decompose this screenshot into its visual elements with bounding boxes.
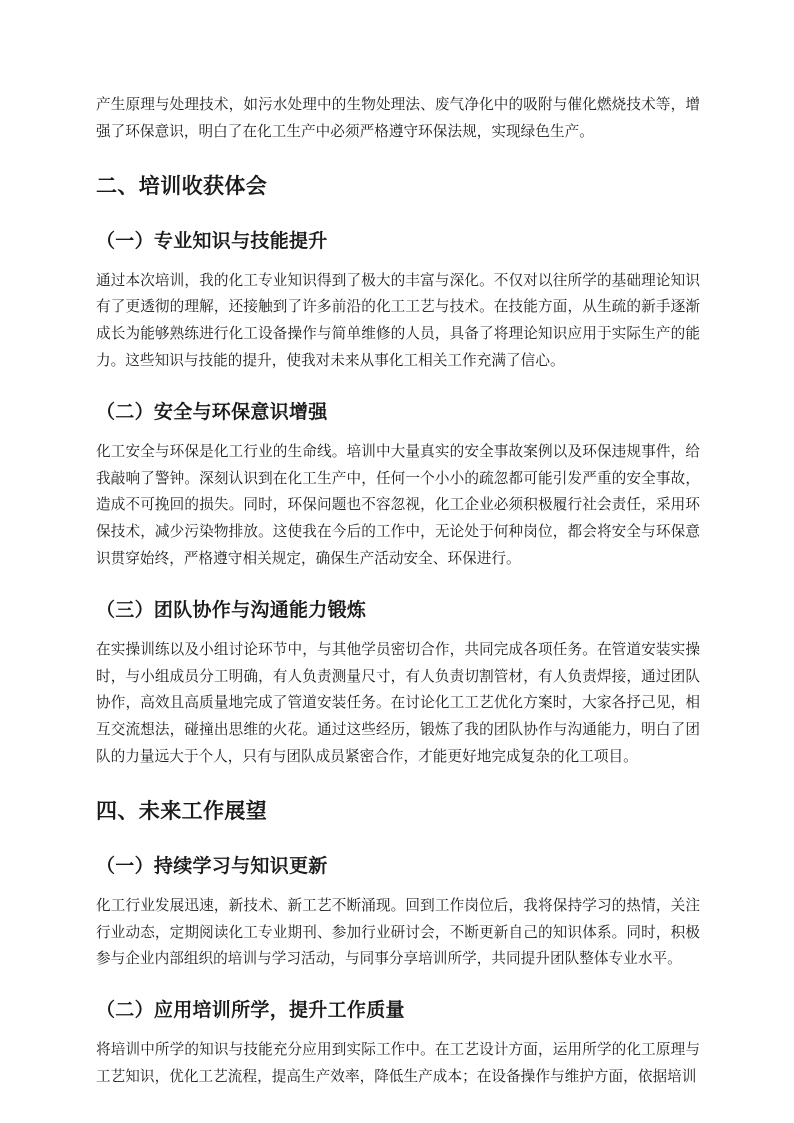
section-heading-future-outlook: 四、未来工作展望 (96, 798, 268, 823)
paragraph-continuous-learning: 化工行业发展迅速，新技术、新工艺不断涌现。回到工作岗位后，我将保持学习的热情，关注行业动态，定期阅读化工专业期刊、参加行业研讨会，不断更新自己的知识体系。同时，积极参与企业内部组织的培训与学习活动，与同事分享培训所学，共同提升团队整体专业水平。 (96, 896, 700, 968)
subsection-heading-knowledge-skills: （一）专业知识与技能提升 (96, 229, 328, 252)
paragraph-safety-environment: 化工安全与环保是化工行业的生命线。培训中大量真实的安全事故案例以及环保违规事件，给我敲响了警钟。深刻认识到在化工生产中，任何一个小小的疏忽都可能引发严重的安全事故，造成不可挽回的损失。同时，环保问题也不容忽视，化工企业必须积极履行社会责任，采用环保技术，减少污染物排放。这使我在今后的工作中，无论处于何种岗位，都会将安全与环保意识贯穿始终，严格遵守相关规定，确保生产活动安全、环保进行。 (96, 442, 700, 567)
subsection-heading-safety-environment: （二）安全与环保意识增强 (96, 400, 328, 423)
paragraph-teamwork: 在实操训练以及小组讨论环节中，与其他学员密切合作，共同完成各项任务。在管道安装实操时，与小组成员分工明确，有人负责测量尺寸，有人负责切割管材，有人负责焊接，通过团队协作，高效且高质量地完成了管道安装任务。在讨论化工工艺优化方案时，大家各抒己见，相互交流想法，碰撞出思维的火花。通过这些经历，锻炼了我的团队协作与沟通能力，明白了团队的力量远大于个人，只有与团队成员紧密合作，才能更好地完成复杂的化工项目。 (96, 640, 700, 765)
paragraph-knowledge-skills: 通过本次培训，我的化工专业知识得到了极大的丰富与深化。不仅对以往所学的基础理论知识有了更透彻的理解，还接触到了许多前沿的化工工艺与技术。在技能方面，从生疏的新手逐渐成长为能够熟练进行化工设备操作与简单维修的人员，具备了将理论知识应用于实际生产的能力。这些知识与技能的提升，使我对未来从事化工相关工作充满了信心。 (96, 271, 700, 369)
subsection-heading-apply-training: （二）应用培训所学，提升工作质量 (96, 999, 405, 1022)
intro-paragraph: 产生原理与处理技术，如污水处理中的生物处理法、废气净化中的吸附与催化燃烧技术等，增强了环保意识，明白了在化工生产中必须严格遵守环保法规，实现绿色生产。 (96, 96, 700, 140)
subsection-heading-teamwork: （三）团队协作与沟通能力锻炼 (96, 598, 367, 621)
section-heading-training-gains: 二、培训收获体会 (96, 173, 268, 198)
paragraph-apply-training: 将培训中所学的知识与技能充分应用到实际工作中。在工艺设计方面，运用所学的化工原理与工艺知识，优化工艺流程，提高生产效率，降低生产成本；在设备操作与维护方面，依据培训 (96, 1041, 700, 1085)
subsection-heading-continuous-learning: （一）持续学习与知识更新 (96, 854, 328, 877)
document-content (96, 92, 700, 1091)
